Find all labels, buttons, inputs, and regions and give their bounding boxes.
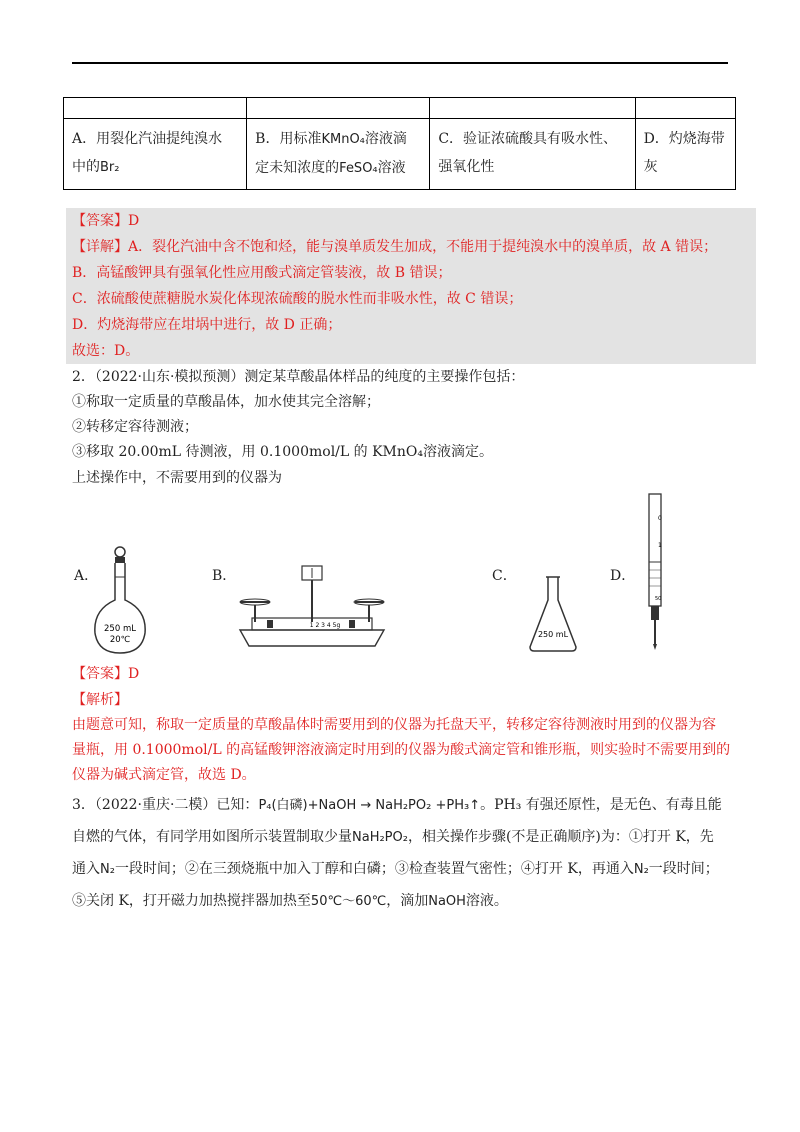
header-rule	[72, 62, 728, 64]
option-b-cell: B．用标准KMnO₄溶液滴 定未知浓度的FeSO₄溶液	[247, 119, 430, 190]
conical-volume-label: 250 mL	[537, 630, 569, 639]
q2-option-c: C．	[492, 568, 517, 584]
q2-option-d: D．	[610, 568, 636, 584]
q2-step1: ①称取一定质量的草酸晶体，加水使其完全溶解；	[72, 394, 380, 410]
q1-detail-label: 【详解】	[72, 239, 128, 255]
burette-mark-0: 0	[658, 515, 662, 522]
q3-reaction-formula: P₄(白磷)+NaOH → NaH₂PO₂ +PH₃↑	[258, 798, 481, 813]
q3-line4: ⑤关闭 K，打开磁力加热搅拌器加热至50℃～60℃，滴加NaOH溶液。	[72, 893, 508, 909]
q2-answer: 【答案】D	[72, 666, 140, 682]
q2-option-b: B．	[212, 568, 237, 584]
q2-step2: ②转移定容待测液；	[72, 419, 198, 435]
volumetric-flask-icon	[90, 545, 150, 660]
table-row	[64, 119, 736, 190]
q1-answer-block: 【答案】D 【详解】A．裂化汽油中含不饱和烃，能与溴单质发生加成，不能用于提纯溴水中的溴单质，故 A 错误； B．高锰酸钾具有强氧化性应用酸式滴定管装液，故 B 错误； C．浓硫酸使蔗糖脱水炭化体现浓硫酸的脱水性而非吸水性，故 C 错误； D．灼烧海带应在坩埚中进行，故 D 正确； 故选：D。	[66, 208, 756, 364]
burette-mark-50: 50	[655, 596, 662, 602]
q3-line3: 通入N₂一段时间；②在三颈烧瓶中加入丁醇和白磷；③检查装置气密性；④打开 K，再通入N₂一段时间；	[72, 861, 719, 877]
options-table	[63, 97, 736, 190]
q1-answer: 【答案】D	[72, 213, 140, 229]
q2-title: 2．（2022·山东·模拟预测）测定某草酸晶体样品的纯度的主要操作包括：	[72, 369, 525, 385]
balance-scale-label: 1 2 3 4 5g	[309, 622, 341, 629]
conical-flask-icon	[528, 575, 578, 655]
q3-line1: 3．（2022·重庆·二模）已知：P₄(白磷)+NaOH → NaH₂PO₂ +PH₃↑。PH₃ 有强还原性，是无色、有毒且能	[72, 797, 722, 813]
q2-option-a: A．	[74, 568, 99, 584]
option-d-cell: D．灼烧海带 灰	[635, 119, 735, 190]
br2-formula: Br₂	[100, 160, 120, 175]
balance-icon	[237, 560, 387, 652]
flask-temp-label: 20℃	[109, 635, 131, 645]
q3-line2: 自燃的气体，有同学用如图所示装置制取少量NaH₂PO₂，相关操作步骤(不是正确顺序)为：①打开 K，先	[72, 829, 714, 845]
flask-volume-label: 250 mL	[104, 624, 136, 634]
burette-icon	[640, 492, 670, 652]
table-row	[64, 98, 736, 119]
burette-mark-1: 1	[658, 542, 662, 549]
q2-analysis-label: 【解析】	[72, 692, 128, 708]
option-a-cell: A．用裂化汽油提纯溴水 中的Br₂	[64, 119, 247, 190]
option-c-cell: C．验证浓硫酸具有吸水性、 强氧化性	[430, 119, 635, 190]
q2-question: 上述操作中，不需要用到的仪器为	[72, 470, 282, 486]
q2-step3: ③移取 20.00mL 待测液，用 0.1000mol/L 的 KMnO₄溶液滴定。	[72, 444, 493, 460]
